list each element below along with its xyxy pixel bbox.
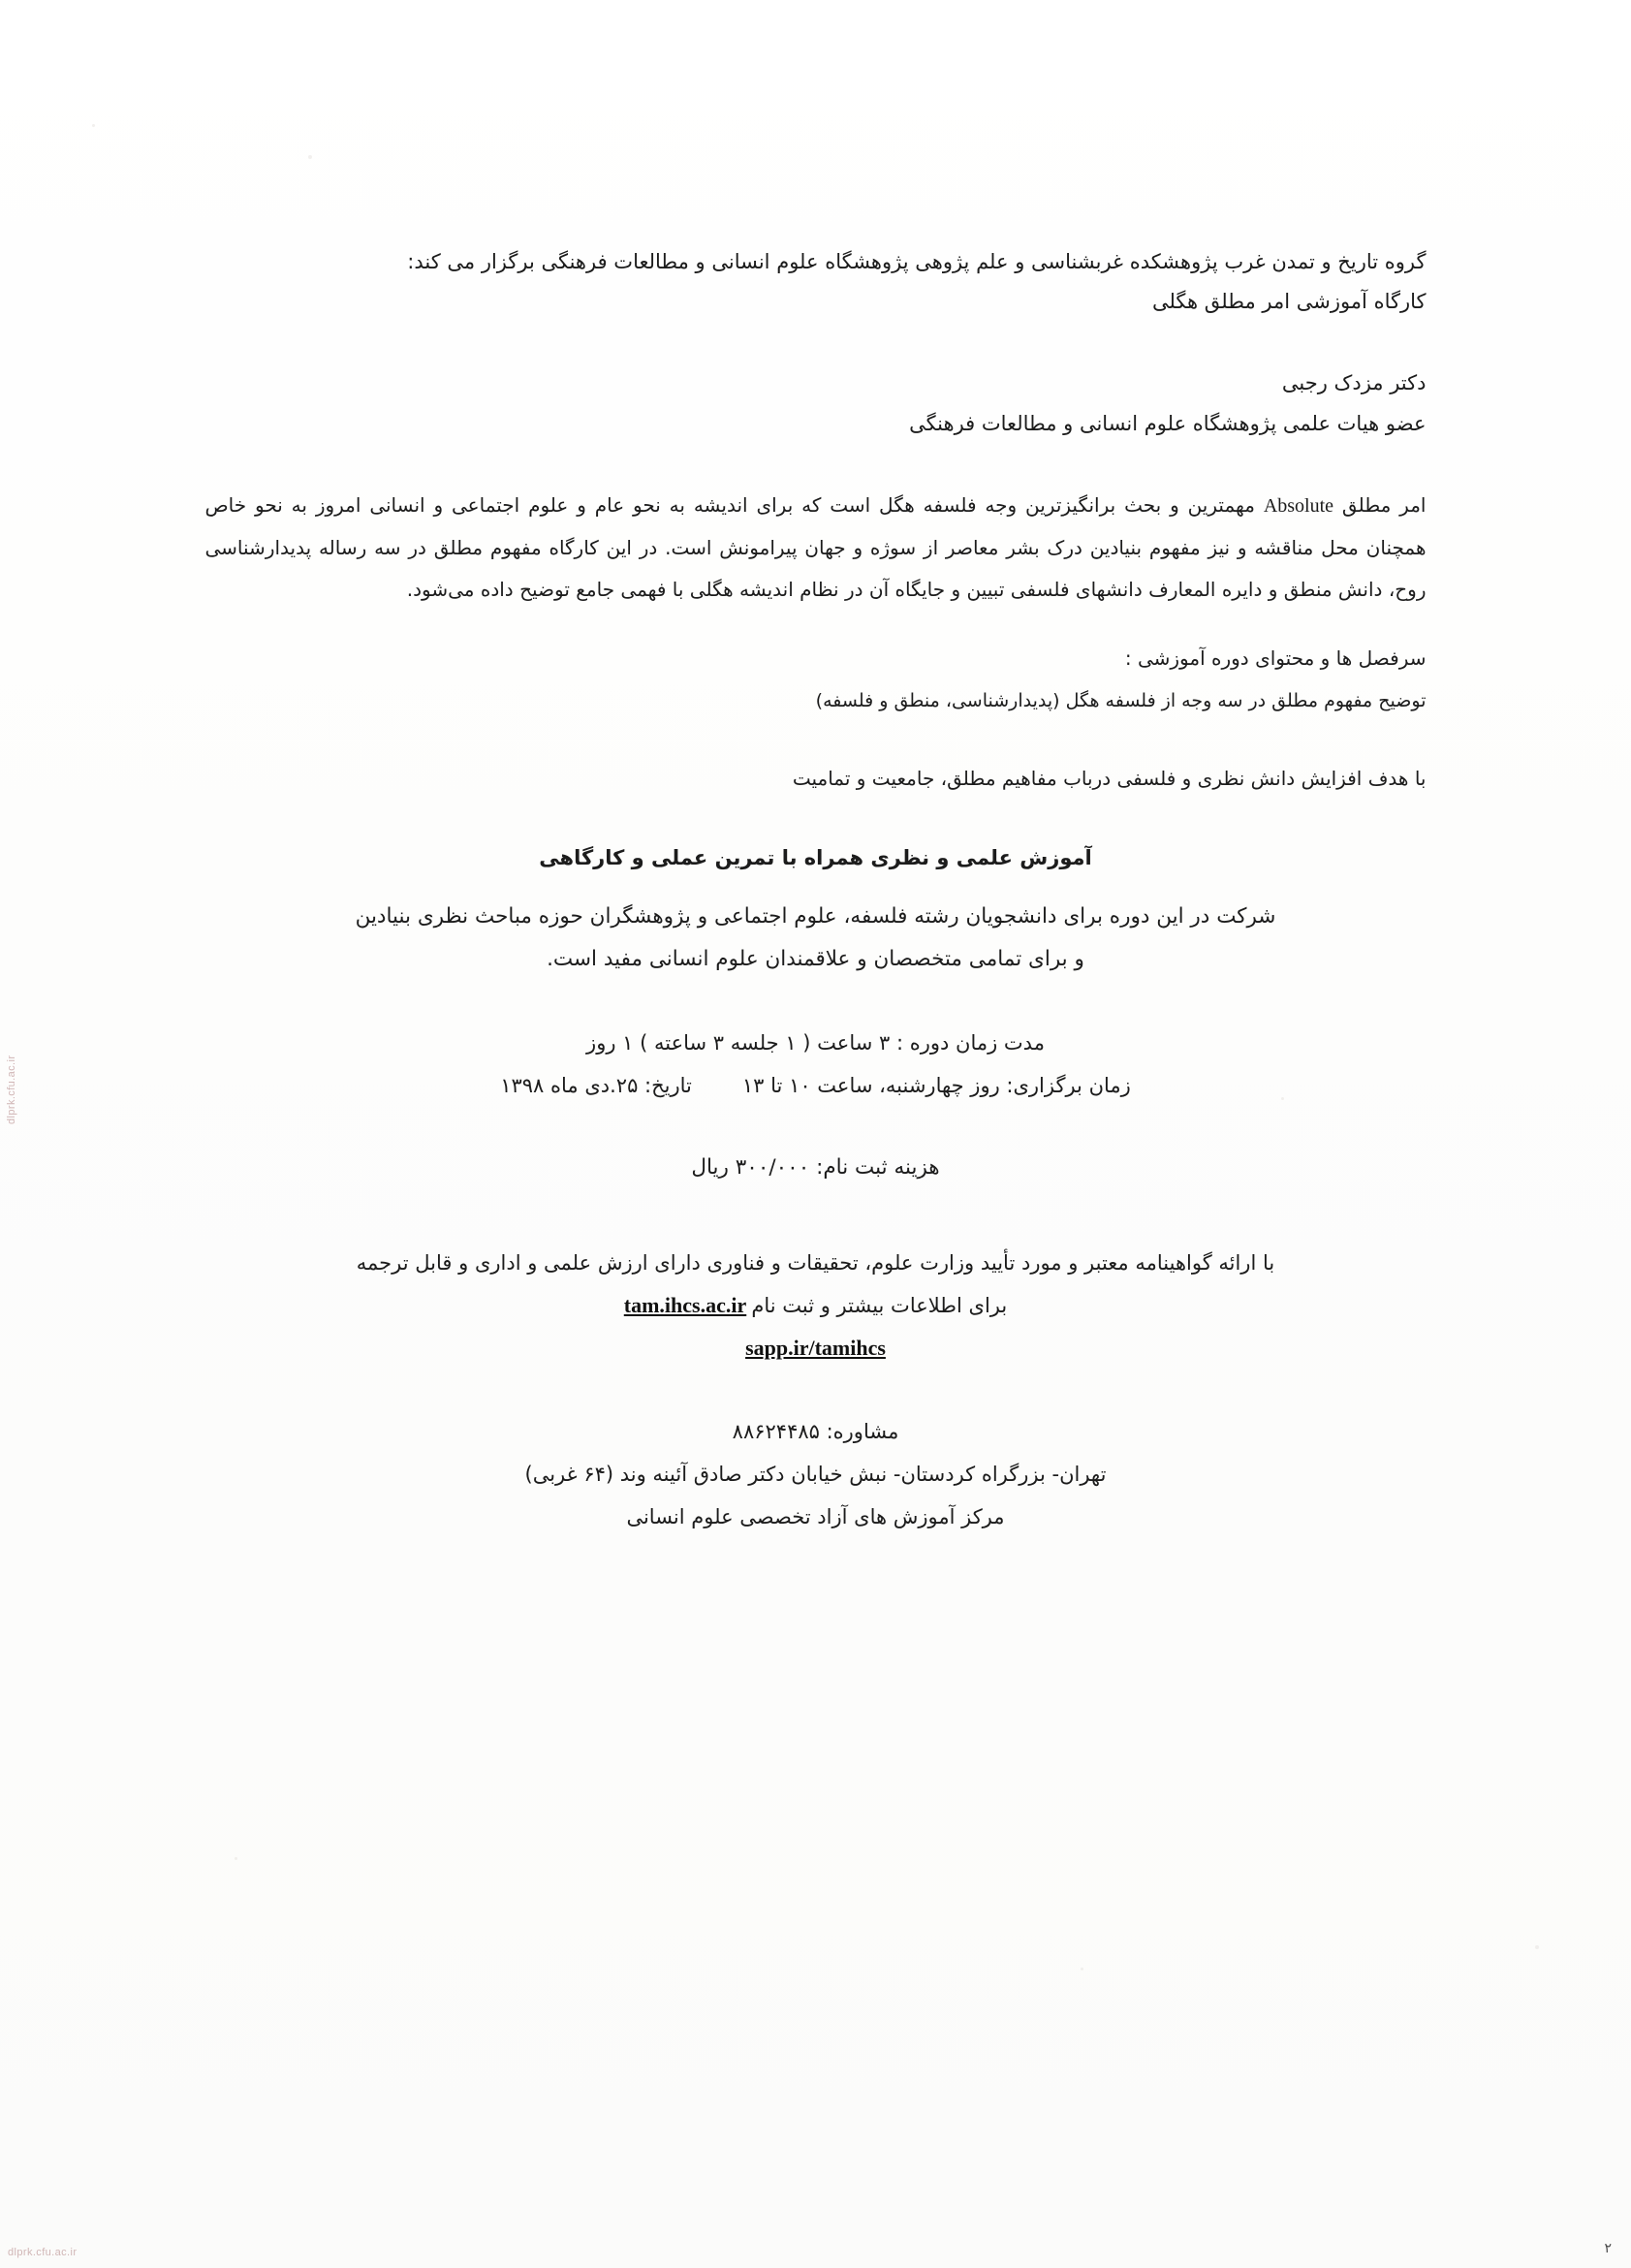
website-link[interactable]: tam.ihcs.ac.ir	[623, 1293, 747, 1318]
scan-speck	[92, 124, 95, 127]
page-number: ۲	[1604, 2240, 1612, 2255]
messenger-row	[205, 1327, 1427, 1370]
speaker-name: دکتر مزدک رجبی	[1281, 370, 1427, 394]
scan-speck	[1535, 1945, 1539, 1949]
certificate-block	[205, 1243, 1427, 1370]
speaker-block	[205, 362, 1427, 444]
document-body	[0, 242, 1631, 1538]
fee-block	[205, 1148, 1427, 1188]
scan-speck	[235, 1857, 237, 1860]
duration-text: مدت زمان دوره : ۳ ساعت ( ۱ جلسه ۳ ساعته ) ۱ روز	[586, 1030, 1045, 1055]
scan-speck	[1081, 1968, 1083, 1970]
syllabus-block	[205, 640, 1427, 719]
abstract-paragraph	[205, 485, 1427, 611]
center-name: مرکز آموزش های آزاد تخصصی علوم انسانی	[626, 1505, 1005, 1529]
method-text: آموزش علمی و نظری همراه با تمرین عملی و کارگاهی	[539, 845, 1092, 869]
registration-row	[205, 1284, 1427, 1327]
schedule-block	[205, 1022, 1427, 1107]
schedule-time: زمان برگزاری: روز چهارشنبه، ساعت ۱۰ تا ۱۳	[741, 1074, 1131, 1098]
contact-block	[205, 1410, 1427, 1538]
address-text: تهران- بزرگراه کردستان- نبش خیابان دکتر صادق آئینه وند (۶۴ غربی)	[524, 1463, 1107, 1487]
goal-text: با هدف افزایش دانش نظری و فلسفی درباب مفاهیم مطلق، جامعیت و تمامیت	[792, 766, 1427, 790]
watermark-left: dlprk.cfu.ac.ir	[6, 1055, 17, 1124]
abstract-block	[205, 485, 1427, 611]
syllabus-title: سرفصل ها و محتوای دوره آموزشی :	[1124, 646, 1427, 670]
schedule-date: تاریخ: ۲۵.دی ماه ۱۳۹۸	[500, 1074, 692, 1098]
workshop-title: کارگاه آموزشی امر مطلق هگلی	[1151, 289, 1427, 313]
fee-text: هزینه ثبت نام: ۳۰۰/۰۰۰ ریال	[691, 1155, 940, 1181]
audience-line-1: شرکت در این دوره برای دانشجویان رشته فلسفه، علوم اجتماعی و پژوهشگران حوزه مباحث نظری بنیادین	[355, 903, 1276, 929]
scan-speck	[308, 155, 312, 159]
more-info-label: برای اطلاعات بیشتر و ثبت نام	[751, 1294, 1008, 1318]
audience-line-2: و برای تمامی متخصصان و علاقمندان علوم انسانی مفید است.	[547, 946, 1084, 971]
abstract-part-2: مهمترین و بحث برانگیزترین وجه فلسفه هگل است که برای اندیشه به نحو عام و علوم اجتماعی و انسانی امروز به نحو خاص همچنان محل مناقشه و نیز مفهوم بنیادین درک بشر معاصر از سوژه و جهان پیرامونش است. در این کارگاه مفهوم مطلق در سه رساله پدیدارشناسی روح، دانش منطق و دایره المعارف دانشهای فلسفی تبیین و جایگاه آن در نظام اندیشه هگلی با فهمی جامع توضیح داده می‌شود.	[204, 492, 1427, 601]
abstract-latin-term: Absolute	[1263, 494, 1334, 517]
organizer-block	[205, 242, 1427, 322]
messenger-link[interactable]: sapp.ir/tamihcs	[745, 1336, 886, 1361]
speaker-affiliation: عضو هیات علمی پژوهشگاه علوم انسانی و مطالعات فرهنگی	[909, 411, 1427, 435]
syllabus-body: توضیح مفهوم مطلق در سه وجه از فلسفه هگل (پدیدارشناسی، منطق و فلسفه)	[815, 689, 1427, 711]
method-block	[205, 838, 1427, 981]
phone-text: مشاوره: ۸۸۶۲۴۴۸۵	[732, 1420, 899, 1444]
schedule-row	[205, 1064, 1427, 1107]
organizer-line-1: گروه تاریخ و تمدن غرب پژوهشکده غربشناسی و علم پژوهی پژوهشگاه علوم انسانی و مطالعات فرهنگی برگزار می کند:	[407, 250, 1427, 273]
watermark-bottom: dlprk.cfu.ac.ir	[8, 2247, 78, 2258]
abstract-part-1: امر مطلق	[1333, 492, 1427, 517]
certificate-text: با ارائه گواهینامه معتبر و مورد تأیید وزارت علوم، تحقیقات و فناوری دارای ارزش علمی و اداری و قابل ترجمه	[356, 1251, 1275, 1276]
goal-block	[205, 760, 1427, 798]
